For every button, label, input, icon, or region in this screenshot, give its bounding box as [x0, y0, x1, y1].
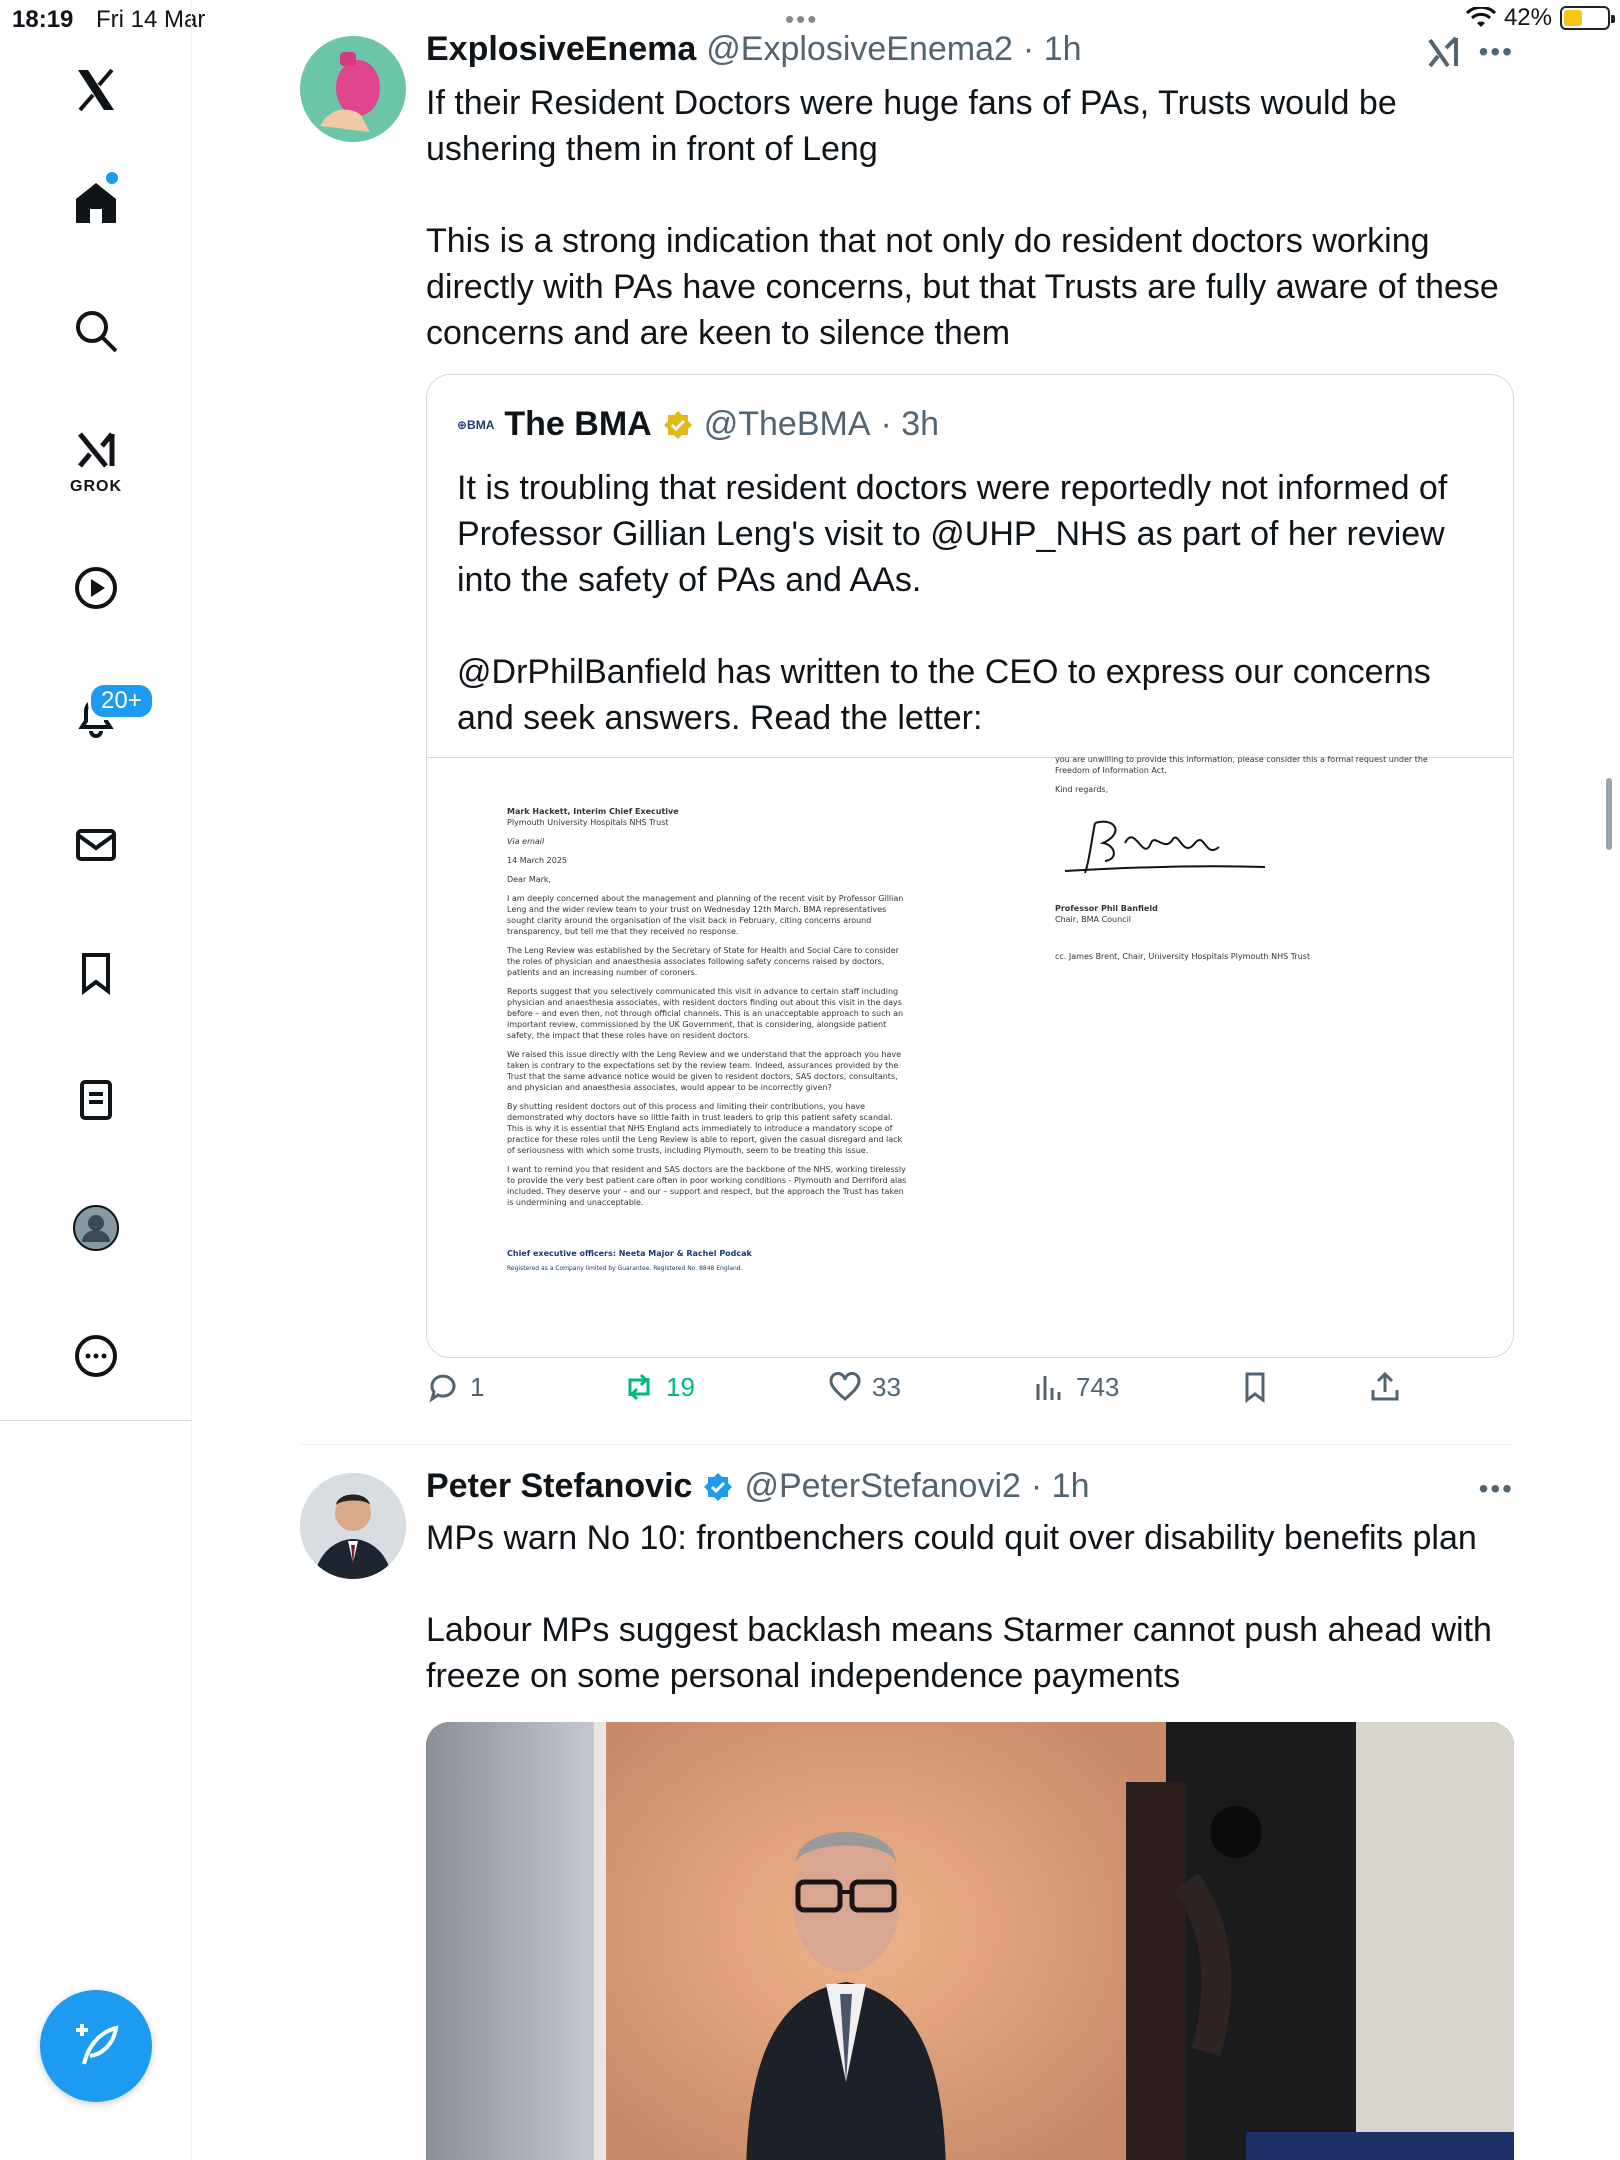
repost-count: 19 — [666, 1371, 695, 1402]
letter-page-1 — [507, 806, 907, 1282]
notifications-badge: 20+ — [88, 682, 155, 720]
quote-paragraph: @DrPhilBanfield has written to the CEO to express our concerns and seek answers. Read the letter: — [457, 653, 1431, 737]
more-options-icon[interactable] — [56, 1316, 136, 1396]
letter-salutation: Dear Mark, — [507, 875, 552, 884]
views-chart-icon — [1032, 1370, 1066, 1404]
tweet-time[interactable]: · 1h — [1022, 30, 1082, 68]
letter-page-2 — [1055, 754, 1455, 970]
author-handle[interactable]: @PeterStefanovi2 — [744, 1467, 1021, 1505]
compose-post-button[interactable] — [40, 1990, 152, 2102]
multitask-dots-icon[interactable]: ••• — [785, 4, 819, 34]
tweet-more-icon[interactable]: ••• — [1478, 1473, 1514, 1504]
tweet-separator — [300, 1444, 1514, 1445]
bookmark-button[interactable] — [1238, 1370, 1272, 1404]
letter-cc: cc. James Brent, Chair, University Hospitals Plymouth NHS Trust — [1055, 952, 1311, 961]
tweet-media-photo[interactable] — [426, 1722, 1514, 2160]
quoted-tweet[interactable] — [426, 374, 1514, 1358]
heart-icon — [828, 1370, 862, 1404]
blue-verified-icon — [702, 1471, 734, 1503]
author-handle[interactable]: @ExplosiveEnema2 — [706, 30, 1013, 68]
letter-image[interactable] — [427, 757, 1514, 1358]
messages-mail-icon[interactable] — [56, 805, 136, 885]
status-date: Fri 14 Mar — [96, 6, 206, 33]
share-button[interactable] — [1368, 1370, 1402, 1404]
tweet-time[interactable]: · 1h — [1030, 1467, 1090, 1505]
bookmarks-icon[interactable] — [56, 933, 136, 1013]
letter-footer-2: Registered as a Company limited by Guarantee. Registered No. 8848 England. — [507, 1265, 743, 1272]
letter-recipient: Mark Hackett, Interim Chief Executive — [507, 807, 679, 816]
video-play-icon[interactable] — [56, 548, 136, 628]
grok-label: GROK — [70, 478, 122, 495]
views-button[interactable] — [1032, 1370, 1119, 1404]
letter-signer: Professor Phil Banfield — [1055, 904, 1158, 913]
grok-analyze-icon[interactable] — [1426, 34, 1462, 70]
tweet-text — [426, 80, 1506, 356]
avatar[interactable] — [300, 1473, 406, 1579]
signature-image — [1055, 803, 1275, 883]
author-name[interactable]: Peter Stefanovic — [426, 1467, 693, 1505]
profile-avatar-icon[interactable] — [56, 1188, 136, 1268]
sidebar-divider — [0, 1420, 192, 1421]
compose-feather-icon — [70, 2020, 122, 2072]
avatar[interactable] — [300, 36, 406, 142]
bookmark-icon — [1238, 1370, 1272, 1404]
battery-icon — [1560, 6, 1610, 30]
battery-percent: 42% — [1503, 4, 1552, 31]
letter-org: Plymouth University Hospitals NHS Trust — [507, 818, 669, 827]
like-button[interactable] — [828, 1370, 901, 1404]
reply-button[interactable] — [426, 1370, 484, 1404]
bma-logo: ⊕BMA — [457, 417, 495, 432]
letter-paragraph: We raised this issue directly with the Leng Review and we understand that the approach you have taken is contrary to the expectations set by the review team. Indeed, assurances provided by the Trust that the same advance notice would be given to resident doctors, SAS doctors, consultants, and physician and anaesthesia associates, would appear to be incorrectly given? — [507, 1050, 902, 1092]
tweet-more-icon[interactable]: ••• — [1478, 36, 1514, 67]
tweet-paragraph: MPs warn No 10: frontbenchers could quit over disability benefits plan — [426, 1519, 1477, 1557]
letter-paragraph: I am deeply concerned about the management and planning of the recent visit by Professor Gillian Leng and the wider review team to your trust on Wednesday 12th March. BMA representatives sought clarity around the organisation of the visit back in February, citing concerns around transparency, but tell me that they received no response. — [507, 894, 904, 936]
author-name[interactable]: ExplosiveEnema — [426, 30, 697, 68]
quote-text — [457, 465, 1487, 787]
scrollbar-thumb[interactable] — [1606, 778, 1612, 850]
status-time: 18:19 — [12, 6, 74, 33]
letter-paragraph: Reports suggest that you selectively communicated this visit in advance to certain staff including physician and anaesthesia associates, with resident doctors finding out about this visit in the days before – and even then, not through official channels. This is an unacceptable approach to such an important review, commissioned by the UK Government, that is considering, alongside patient safety, the impact that these roles have on resident doctors. — [507, 987, 904, 1040]
tweet-header — [426, 30, 1082, 69]
quote-time: · 3h — [880, 405, 940, 443]
tweet-paragraph: Labour MPs suggest backlash means Starmer cannot push ahead with freeze on some personal independence payments — [426, 1611, 1492, 1695]
tweet-paragraph: This is a strong indication that not only do resident doctors working directly with PAs have concerns, but that Trusts are fully aware of these concerns and are keen to silence them — [426, 222, 1499, 352]
lists-icon[interactable] — [56, 1060, 136, 1140]
quote-paragraph: It is troubling that resident doctors were reportedly not informed of Professor Gillian Leng's visit to @UHP_NHS as part of her review into the safety of PAs and AAs. — [457, 469, 1448, 599]
letter-paragraph: The Leng Review was established by the Secretary of State for Health and Social Care to consider the roles of physician and anaesthesia associates following safety concerns raised by doctors, patients and an increasing number of coroners. — [507, 946, 899, 977]
like-count: 33 — [872, 1371, 901, 1402]
share-icon — [1368, 1370, 1402, 1404]
repost-icon — [622, 1370, 656, 1404]
tweet-actions — [426, 1370, 1514, 1420]
view-count: 743 — [1076, 1371, 1120, 1402]
reply-count: 1 — [470, 1371, 485, 1402]
letter-via: Via email — [507, 837, 545, 846]
letter-paragraph: By shutting resident doctors out of this process and limiting their contributions, you have demonstrated why doctors have so little faith in trust leaders to grip this patient safety scandal. This is why it is essential that NHS England acts immediately to introduce a mandatory scope of practice for these roles until the Leng Review is able to report, given the casual disregard and lack of seriousness with which some trusts, including Plymouth, seem to be treating this issue. — [507, 1102, 903, 1155]
reply-icon — [426, 1370, 460, 1404]
quote-author-handle: @TheBMA — [703, 405, 871, 443]
letter-footer: Chief executive officers: Neeta Major & Rachel Podcak — [507, 1249, 752, 1258]
home-unread-dot — [106, 172, 118, 184]
letter-signer-title: Chair, BMA Council — [1055, 915, 1132, 924]
wifi-icon — [1466, 7, 1496, 29]
quote-author-name: The BMA — [504, 405, 652, 443]
tweet-text — [426, 1515, 1506, 1699]
letter-page2-top: you are unwilling to provide this information, please consider this a formal request under the Freedom of Information Act. — [1055, 755, 1428, 775]
search-icon[interactable] — [56, 291, 136, 371]
tweet-header — [426, 1467, 1090, 1506]
letter-date: 14 March 2025 — [507, 856, 568, 865]
sidebar — [0, 0, 192, 2160]
letter-paragraph: I want to remind you that resident and SAS doctors are the backbone of the NHS, working tirelessly to provide the very best patient care often in poor working conditions - Plymouth and Derriford alas included. They deserve your – and our – support and respect, but the approach the Trust has taken is undermining and unacceptable. — [507, 1165, 907, 1207]
tweet-paragraph: If their Resident Doctors were huge fans of PAs, Trusts would be ushering them in front of Leng — [426, 84, 1397, 168]
quote-header — [457, 405, 939, 444]
gold-verified-icon — [662, 409, 694, 441]
x-logo-icon[interactable] — [56, 50, 136, 130]
repost-button[interactable] — [622, 1370, 695, 1404]
home-icon[interactable] — [56, 163, 136, 243]
letter-regards: Kind regards, — [1055, 785, 1109, 794]
